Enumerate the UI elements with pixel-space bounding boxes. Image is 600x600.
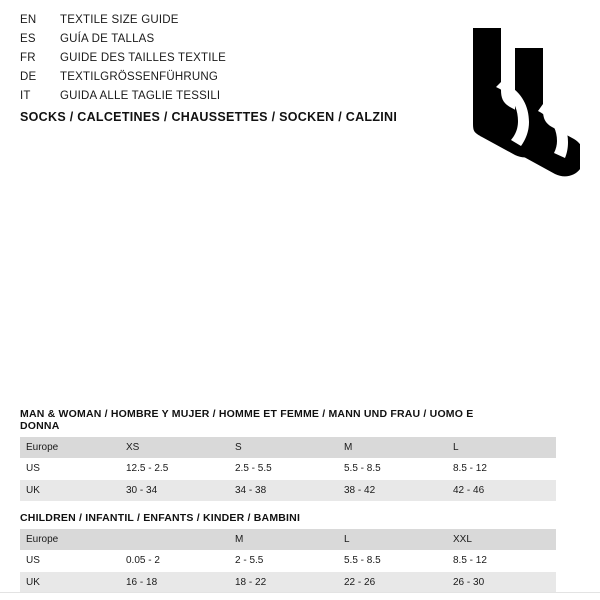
- language-label: GUIDE DES TAILLES TEXTILE: [60, 52, 227, 64]
- table-header-cell: L: [338, 529, 447, 550]
- language-row: [20, 52, 380, 71]
- table-header-cell: [120, 529, 229, 550]
- table-cell: 26 - 30: [447, 572, 556, 594]
- language-row: [20, 71, 380, 90]
- table-cell: 8.5 - 12: [447, 458, 556, 480]
- language-label: TEXTILE SIZE GUIDE: [60, 14, 179, 26]
- table-cell: 2 - 5.5: [229, 550, 338, 572]
- table-cell: 5.5 - 8.5: [338, 550, 447, 572]
- table-row: [20, 458, 556, 480]
- language-code: ES: [20, 33, 36, 45]
- table-section-children: [20, 512, 487, 594]
- table-header-cell: XS: [120, 437, 229, 458]
- language-label: GUIDA ALLE TAGLIE TESSILI: [60, 90, 221, 102]
- size-table-man-woman: [20, 437, 556, 502]
- table-cell: 18 - 22: [229, 572, 338, 594]
- language-label: TEXTILGRÖSSENFÜHRUNG: [60, 71, 218, 83]
- language-code: FR: [20, 52, 36, 64]
- table-header-cell: Europe: [20, 437, 120, 458]
- table-cell: 8.5 - 12: [447, 550, 556, 572]
- table-cell: UK: [20, 572, 120, 594]
- language-code: DE: [20, 71, 37, 83]
- table-cell: US: [20, 550, 120, 572]
- size-table-children: [20, 529, 556, 594]
- table-cell: US: [20, 458, 120, 480]
- bottom-divider: [0, 592, 600, 593]
- table-cell: 5.5 - 8.5: [338, 458, 447, 480]
- table-row: [20, 480, 556, 502]
- table-header-cell: L: [447, 437, 556, 458]
- table-cell: 0.05 - 2: [120, 550, 229, 572]
- language-label: GUÍA DE TALLAS: [60, 33, 155, 45]
- product-type-title: SOCKS / CALCETINES / CHAUSSETTES / SOCKEN / CALZINI: [20, 110, 398, 124]
- table-cell: 16 - 18: [120, 572, 229, 594]
- table-section-man-woman: [20, 408, 487, 502]
- table-header-cell: M: [229, 529, 338, 550]
- table-cell: 30 - 34: [120, 480, 229, 502]
- table-cell: 38 - 42: [338, 480, 447, 502]
- table-row: [20, 572, 556, 594]
- table-header-row: [20, 437, 556, 458]
- language-row: [20, 33, 380, 52]
- language-row: [20, 14, 380, 33]
- table-cell: 22 - 26: [338, 572, 447, 594]
- table-cell: 34 - 38: [229, 480, 338, 502]
- table-header-row: [20, 529, 556, 550]
- table-header-cell: S: [229, 437, 338, 458]
- table-caption: CHILDREN / INFANTIL / ENFANTS / KINDER / BAMBINI: [20, 512, 301, 524]
- language-list: [20, 14, 380, 109]
- table-caption: MAN & WOMAN / HOMBRE Y MUJER / HOMME ET FEMME / MANN UND FRAU / UOMO E DONNA: [20, 408, 474, 432]
- table-cell: 42 - 46: [447, 480, 556, 502]
- language-code: IT: [20, 90, 31, 102]
- table-cell: 12.5 - 2.5: [120, 458, 229, 480]
- language-row: [20, 90, 380, 109]
- table-header-cell: M: [338, 437, 447, 458]
- table-header-cell: Europe: [20, 529, 120, 550]
- language-code: EN: [20, 14, 37, 26]
- table-cell: 2.5 - 5.5: [229, 458, 338, 480]
- table-header-cell: XXL: [447, 529, 556, 550]
- socks-illustration: [405, 20, 580, 180]
- table-cell: UK: [20, 480, 120, 502]
- table-row: [20, 550, 556, 572]
